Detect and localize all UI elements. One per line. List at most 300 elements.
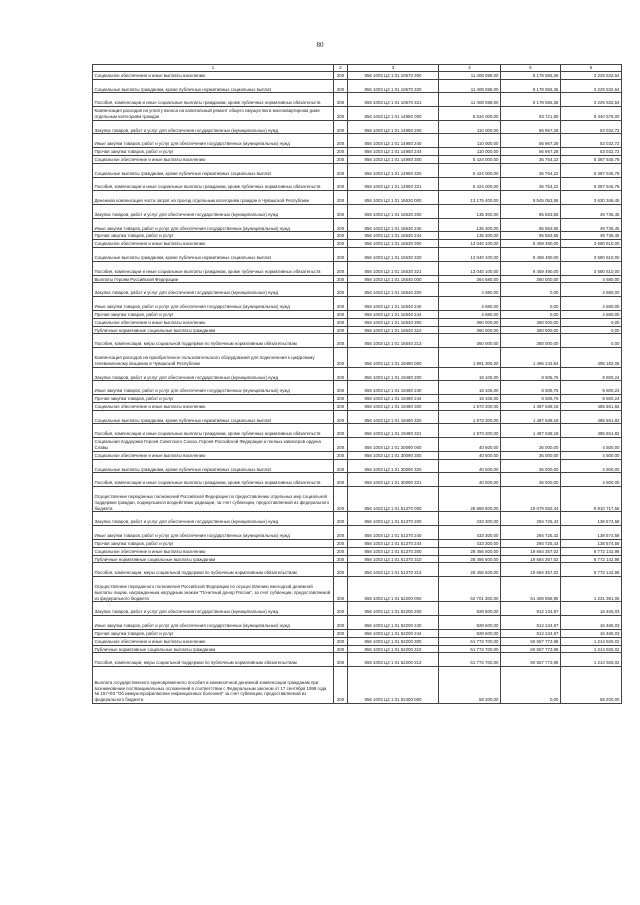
executed-amount-cell: 360 000,00 <box>501 326 561 334</box>
row-name-cell: Пособия, компенсации и иные социальные выплаты гражданам, кроме публичных нормативных обязательств <box>93 93 334 107</box>
table-row <box>93 424 622 438</box>
executed-amount-cell: 19 684 357,02 <box>501 555 561 563</box>
table-row <box>93 177 622 191</box>
budget-code-cell: 856 1003 Ц3 1 01 52200 200 <box>348 602 439 616</box>
row-name-cell: Прочая закупка товаров, работ и услуг <box>93 629 334 637</box>
unexecuted-amount-cell: 495 162,06 <box>561 348 622 368</box>
budget-code-cell: 856 1003 Ц3 1 01 51370 200 <box>348 512 439 526</box>
row-name-cell: Социальное обеспечение и иные выплаты населению <box>93 547 334 555</box>
executed-amount-cell: 1 496 143,94 <box>501 348 561 368</box>
approved-amount-cell: 1 973 200,00 <box>439 402 501 410</box>
table-row <box>93 616 622 630</box>
table-row <box>93 539 622 547</box>
row-name-cell: Социальные выплаты гражданам, кроме публичных нормативных социальных выплат <box>93 79 334 93</box>
approved-amount-cell: 13 040 100,00 <box>439 248 501 262</box>
row-name-cell: Пособия, компенсации, меры социальной поддержки по публичным нормативным обязательствам <box>93 334 334 348</box>
executed-amount-cell: 8 505,76 <box>501 395 561 403</box>
executed-amount-cell: 8 505,76 <box>501 367 561 381</box>
unexecuted-amount-cell: 138 574,58 <box>561 526 622 540</box>
table-row <box>93 163 622 177</box>
line-code-cell: 200 <box>334 667 348 704</box>
executed-amount-cell: 19 079 082,44 <box>501 487 561 512</box>
line-code-cell: 200 <box>334 177 348 191</box>
table-row <box>93 512 622 526</box>
row-name-cell: Закупка товаров, работ и услуг для обеспечения государственных (муниципальных) нужд <box>93 367 334 381</box>
budget-code-cell: 856 1003 Ц3 1 01 19480 240 <box>348 381 439 395</box>
row-name-cell: Прочая закупка товаров, работ и услуг <box>93 395 334 403</box>
executed-amount-cell: 56 967,28 <box>501 120 561 134</box>
unexecuted-amount-cell: 1 214 926,02 <box>561 637 622 645</box>
budget-code-cell: 856 1003 Ц3 1 01 30090 321 <box>348 473 439 487</box>
table-row <box>93 602 622 616</box>
executed-amount-cell: 912 134,97 <box>501 602 561 616</box>
line-code-cell: 200 <box>334 107 348 121</box>
approved-amount-cell: 4 680,00 <box>439 283 501 297</box>
line-code-cell: 200 <box>334 283 348 297</box>
budget-code-cell: 856 1003 Ц3 1 01 16530 321 <box>348 261 439 275</box>
budget-code-cell: 856 1003 Ц3 1 01 51370 000 <box>348 487 439 512</box>
column-number: 6 <box>561 65 622 72</box>
budget-code-cell: 856 1003 Ц3 1 01 19480 000 <box>348 348 439 368</box>
row-name-cell: Социальные выплаты гражданам, кроме публичных нормативных социальных выплат <box>93 163 334 177</box>
budget-code-cell: 856 1003 Ц3 1 01 16540 000 <box>348 275 439 283</box>
approved-amount-cell: 11 408 088,00 <box>439 79 501 93</box>
executed-amount-cell: 9 459 490,00 <box>501 248 561 262</box>
budget-code-cell: 856 1003 Ц3 1 01 16530 200 <box>348 204 439 218</box>
row-name-cell: Публичные нормативные социальные выплаты гражданам <box>93 326 334 334</box>
row-name-cell: Социальное обеспечение и иные выплаты населению <box>93 402 334 410</box>
table-row <box>93 248 622 262</box>
unexecuted-amount-cell: 49 736,45 <box>561 218 622 232</box>
executed-amount-cell: 85 563,55 <box>501 204 561 218</box>
budget-code-cell: 856 1003 Ц3 1 01 52400 000 <box>348 667 439 704</box>
budget-code-cell: 856 1003 Ц3 1 01 14950 321 <box>348 177 439 191</box>
approved-amount-cell: 28 456 500,00 <box>439 563 501 577</box>
executed-amount-cell: 294 725,42 <box>501 539 561 547</box>
approved-amount-cell: 433 300,00 <box>439 539 501 547</box>
table-row <box>93 191 622 205</box>
executed-amount-cell: 8 178 555,36 <box>501 71 561 79</box>
budget-code-cell: 856 1003 Ц3 1 01 16540 200 <box>348 283 439 297</box>
approved-amount-cell: 5 424 000,00 <box>439 163 501 177</box>
executed-amount-cell: 1 487 638,18 <box>501 402 561 410</box>
executed-amount-cell: 36 000,00 <box>501 438 561 452</box>
approved-amount-cell: 18 106,00 <box>439 367 501 381</box>
budget-code-cell: 856 1003 Ц3 1 01 19480 200 <box>348 367 439 381</box>
approved-amount-cell: 135 300,00 <box>439 232 501 240</box>
line-code-cell: 200 <box>334 218 348 232</box>
page-number: 80 <box>316 41 324 49</box>
approved-amount-cell: 11 408 088,00 <box>439 71 501 79</box>
budget-code-cell: 856 1003 Ц3 1 01 16530 240 <box>348 218 439 232</box>
table-row <box>93 261 622 275</box>
budget-code-cell: 856 1003 Ц3 1 01 51370 310 <box>348 555 439 563</box>
row-name-cell: Выплаты Героям Российской Федерации <box>93 275 334 283</box>
unexecuted-amount-cell: 1 214 926,02 <box>561 645 622 653</box>
line-code-cell: 200 <box>334 326 348 334</box>
row-name-cell: Социальная поддержка Героев Советского Союза, Героев Российской Федерации и полных кавалеров ордена Славы <box>93 438 334 452</box>
row-name-cell: Социальные выплаты гражданам, кроме публичных нормативных социальных выплат <box>93 410 334 424</box>
unexecuted-amount-cell: 49 736,45 <box>561 204 622 218</box>
executed-amount-cell: 360 000,00 <box>501 334 561 348</box>
approved-amount-cell: 364 680,00 <box>439 275 501 283</box>
executed-amount-cell: 56 967,28 <box>501 134 561 148</box>
line-code-cell: 200 <box>334 424 348 438</box>
line-code-cell: 200 <box>334 459 348 473</box>
unexecuted-amount-cell: 485 561,82 <box>561 424 622 438</box>
approved-amount-cell: 135 300,00 <box>439 204 501 218</box>
line-code-cell: 200 <box>334 645 348 653</box>
executed-amount-cell: 8 178 555,36 <box>501 79 561 93</box>
row-name-cell: Публичные нормативные социальные выплаты гражданам <box>93 555 334 563</box>
budget-code-cell: 856 1003 Ц3 1 01 52200 300 <box>348 637 439 645</box>
unexecuted-amount-cell: 3 229 532,64 <box>561 93 622 107</box>
unexecuted-amount-cell: 9 600,24 <box>561 395 622 403</box>
unexecuted-amount-cell: 5 440 578,00 <box>561 107 622 121</box>
line-code-cell: 200 <box>334 563 348 577</box>
executed-amount-cell: 36 754,22 <box>501 156 561 164</box>
budget-code-cell: 856 1003 Ц3 1 01 52200 244 <box>348 629 439 637</box>
row-name-cell: Пособия, компенсации и иные социальные выплаты гражданам, кроме публичных нормативных обязательств <box>93 473 334 487</box>
unexecuted-amount-cell: 485 561,82 <box>561 402 622 410</box>
unexecuted-amount-cell: 485 561,82 <box>561 410 622 424</box>
budget-code-cell: 856 1003 Ц3 1 01 16530 000 <box>348 191 439 205</box>
line-code-cell: 200 <box>334 539 348 547</box>
table-row <box>93 526 622 540</box>
table-row <box>93 232 622 240</box>
unexecuted-amount-cell: 3 580 610,00 <box>561 248 622 262</box>
unexecuted-amount-cell: 58 200,00 <box>561 667 622 704</box>
executed-amount-cell: 36 754,22 <box>501 177 561 191</box>
row-name-cell: Иные закупки товаров, работ и услуг для обеспечения государственных (муниципальных) нужд <box>93 297 334 311</box>
line-code-cell: 200 <box>334 602 348 616</box>
approved-amount-cell: 28 889 800,00 <box>439 487 501 512</box>
unexecuted-amount-cell: 9 600,24 <box>561 381 622 395</box>
column-number: 4 <box>439 65 501 72</box>
row-name-cell: Социальное обеспечение и иные выплаты населению <box>93 451 334 459</box>
unexecuted-amount-cell: 0,00 <box>561 334 622 348</box>
unexecuted-amount-cell: 4 680,00 <box>561 310 622 318</box>
budget-code-cell: 856 1003 Ц3 1 01 52200 240 <box>348 616 439 630</box>
executed-amount-cell: 36 000,00 <box>501 459 561 473</box>
budget-code-cell: 856 1003 Ц3 1 01 51370 244 <box>348 539 439 547</box>
approved-amount-cell: 18 106,00 <box>439 395 501 403</box>
approved-amount-cell: 110 000,00 <box>439 120 501 134</box>
row-name-cell: Иные закупки товаров, работ и услуг для обеспечения государственных (муниципальных) нужд <box>93 526 334 540</box>
budget-code-cell: 856 1003 Ц3 1 01 16530 300 <box>348 240 439 248</box>
budget-code-cell: 856 1003 Ц3 1 01 14950 244 <box>348 148 439 156</box>
executed-amount-cell: 8 178 555,36 <box>501 93 561 107</box>
table-row <box>93 395 622 403</box>
executed-amount-cell: 9 459 490,00 <box>501 240 561 248</box>
row-name-cell: Прочая закупка товаров, работ и услуг <box>93 539 334 547</box>
row-name-cell: Пособия, компенсации и иные социальные выплаты гражданам, кроме публичных нормативных обязательств <box>93 424 334 438</box>
unexecuted-amount-cell: 5 387 545,78 <box>561 177 622 191</box>
unexecuted-amount-cell: 4 680,00 <box>561 283 622 297</box>
line-code-cell: 200 <box>334 134 348 148</box>
table-row <box>93 107 622 121</box>
table-row <box>93 438 622 452</box>
executed-amount-cell: 93 721,80 <box>501 107 561 121</box>
approved-amount-cell: 4 680,00 <box>439 297 501 311</box>
approved-amount-cell: 1 991 306,00 <box>439 348 501 368</box>
table-row <box>93 310 622 318</box>
approved-amount-cell: 5 424 000,00 <box>439 177 501 191</box>
table-row <box>93 487 622 512</box>
table-row <box>93 637 622 645</box>
table-row <box>93 318 622 326</box>
row-name-cell: Осуществление переданного полномочия Российской Федерации по осуществлению ежегодной денежной выплаты лицам, награжденным нагрудным знаком "Почетный донор России", за счет субвенции, предоставляемой из федерального бюджета <box>93 577 334 602</box>
table-row <box>93 653 622 667</box>
line-code-cell: 200 <box>334 526 348 540</box>
budget-code-cell: 856 1003 Ц3 1 01 16530 320 <box>348 248 439 262</box>
line-code-cell: 200 <box>334 577 348 602</box>
line-code-cell: 200 <box>334 148 348 156</box>
approved-amount-cell: 5 424 000,00 <box>439 156 501 164</box>
table-row <box>93 410 622 424</box>
table-row <box>93 283 622 297</box>
column-number: 5 <box>501 65 561 72</box>
table-row <box>93 555 622 563</box>
line-code-cell: 200 <box>334 240 348 248</box>
approved-amount-cell: 1 973 200,00 <box>439 424 501 438</box>
table-row <box>93 326 622 334</box>
unexecuted-amount-cell: 5 387 545,78 <box>561 163 622 177</box>
table-row <box>93 156 622 164</box>
budget-code-cell: 856 1003 Ц3 1 01 51370 240 <box>348 526 439 540</box>
unexecuted-amount-cell: 8 772 142,98 <box>561 547 622 555</box>
unexecuted-amount-cell: 9 810 717,56 <box>561 487 622 512</box>
approved-amount-cell: 40 500,00 <box>439 473 501 487</box>
approved-amount-cell: 40 500,00 <box>439 459 501 473</box>
approved-amount-cell: 433 300,00 <box>439 512 501 526</box>
line-code-cell: 200 <box>334 438 348 452</box>
budget-code-cell: 856 1003 Ц3 1 01 16540 240 <box>348 297 439 311</box>
line-code-cell: 200 <box>334 473 348 487</box>
unexecuted-amount-cell: 3 580 610,00 <box>561 261 622 275</box>
approved-amount-cell: 433 300,00 <box>439 526 501 540</box>
line-code-cell: 200 <box>334 334 348 348</box>
table-row <box>93 148 622 156</box>
table-row <box>93 459 622 473</box>
budget-code-cell: 856 1003 Ц3 1 01 14950 300 <box>348 156 439 164</box>
table-row <box>93 120 622 134</box>
line-code-cell: 200 <box>334 275 348 283</box>
row-name-cell: Пособия, компенсации, меры социальной поддержки по публичным нормативным обязательствам <box>93 653 334 667</box>
table-row <box>93 240 622 248</box>
executed-amount-cell: 56 967,28 <box>501 148 561 156</box>
unexecuted-amount-cell: 8 772 142,98 <box>561 555 622 563</box>
table-row <box>93 71 622 79</box>
line-code-cell: 200 <box>334 248 348 262</box>
line-code-cell: 200 <box>334 367 348 381</box>
row-name-cell: Социальное обеспечение и иные выплаты населению <box>93 637 334 645</box>
line-code-cell: 200 <box>334 402 348 410</box>
unexecuted-amount-cell: 4 680,00 <box>561 275 622 283</box>
budget-code-cell: 856 1003 Ц3 1 01 52200 000 <box>348 577 439 602</box>
row-name-cell: Закупка товаров, работ и услуг для обеспечения государственных (муниципальных) нужд <box>93 204 334 218</box>
approved-amount-cell: 928 600,00 <box>439 629 501 637</box>
executed-amount-cell: 1 487 638,18 <box>501 424 561 438</box>
budget-code-cell: 856 1003 Ц3 1 01 52200 310 <box>348 645 439 653</box>
line-code-cell: 200 <box>334 310 348 318</box>
unexecuted-amount-cell: 4 500,00 <box>561 438 622 452</box>
budget-code-cell: 856 1003 Ц3 1 01 14950 200 <box>348 120 439 134</box>
line-code-cell: 200 <box>334 261 348 275</box>
row-name-cell: Пособия, компенсации, меры социальной поддержки по публичным нормативным обязательствам <box>93 563 334 577</box>
row-name-cell: Пособия, компенсации и иные социальные выплаты гражданам, кроме публичных нормативных обязательств <box>93 177 334 191</box>
unexecuted-amount-cell: 0,00 <box>561 318 622 326</box>
table-row <box>93 577 622 602</box>
executed-amount-cell: 19 684 357,02 <box>501 563 561 577</box>
line-code-cell: 200 <box>334 395 348 403</box>
line-code-cell: 200 <box>334 555 348 563</box>
approved-amount-cell: 360 000,00 <box>439 326 501 334</box>
unexecuted-amount-cell: 3 229 532,64 <box>561 79 622 93</box>
line-code-cell: 200 <box>334 204 348 218</box>
line-code-cell: 200 <box>334 487 348 512</box>
executed-amount-cell: 0,00 <box>501 667 561 704</box>
column-number: 1 <box>93 65 334 72</box>
budget-code-cell: 856 1003 Ц3 1 01 10670 320 <box>348 79 439 93</box>
approved-amount-cell: 40 500,00 <box>439 438 501 452</box>
table-row <box>93 334 622 348</box>
table-row <box>93 645 622 653</box>
approved-amount-cell: 11 408 088,00 <box>439 93 501 107</box>
row-name-cell: Закупка товаров, работ и услуг для обеспечения государственных (муниципальных) нужд <box>93 283 334 297</box>
executed-amount-cell: 0,00 <box>501 297 561 311</box>
budget-code-cell: 856 1003 Ц3 1 01 30090 300 <box>348 451 439 459</box>
approved-amount-cell: 4 680,00 <box>439 310 501 318</box>
table-row <box>93 667 622 704</box>
column-number: 3 <box>348 65 439 72</box>
table-row <box>93 473 622 487</box>
unexecuted-amount-cell: 16 465,03 <box>561 616 622 630</box>
executed-amount-cell: 0,00 <box>501 283 561 297</box>
row-name-cell: Осуществление переданных полномочий Российской Федерации по предоставлению отдельных мер социальной поддержки граждан, подвергшихся воздействию радиации, за счет субвенции, предоставляемой из федерального бюджета <box>93 487 334 512</box>
unexecuted-amount-cell: 4 500,00 <box>561 451 622 459</box>
budget-code-cell: 856 1003 Ц3 1 01 16540 313 <box>348 334 439 348</box>
column-number: 2 <box>334 65 348 72</box>
approved-amount-cell: 928 600,00 <box>439 616 501 630</box>
unexecuted-amount-cell: 4 680,00 <box>561 297 622 311</box>
table-row <box>93 629 622 637</box>
line-code-cell: 200 <box>334 547 348 555</box>
approved-amount-cell: 135 300,00 <box>439 218 501 232</box>
unexecuted-amount-cell: 138 574,58 <box>561 512 622 526</box>
row-name-cell: Иные закупки товаров, работ и услуг для обеспечения государственных (муниципальных) нужд <box>93 218 334 232</box>
budget-code-cell: 856 1003 Ц3 1 01 19480 321 <box>348 424 439 438</box>
budget-code-cell: 856 1003 Ц3 1 01 14950 320 <box>348 163 439 177</box>
table-row <box>93 563 622 577</box>
table-row <box>93 218 622 232</box>
row-name-cell: Закупка товаров, работ и услуг для обеспечения государственных (муниципальных) нужд <box>93 602 334 616</box>
table-row <box>93 367 622 381</box>
executed-amount-cell: 8 505,76 <box>501 381 561 395</box>
table-row <box>93 547 622 555</box>
line-code-cell: 200 <box>334 93 348 107</box>
executed-amount-cell: 60 557 773,98 <box>501 645 561 653</box>
row-name-cell: Социальное обеспечение и иные выплаты населению <box>93 71 334 79</box>
executed-amount-cell: 360 000,00 <box>501 275 561 283</box>
unexecuted-amount-cell: 53 032,72 <box>561 134 622 148</box>
budget-code-cell: 856 1003 Ц3 1 01 10670 321 <box>348 93 439 107</box>
row-name-cell: Закупка товаров, работ и услуг для обеспечения государственных (муниципальных) нужд <box>93 512 334 526</box>
line-code-cell: 200 <box>334 297 348 311</box>
approved-amount-cell: 61 772 700,00 <box>439 653 501 667</box>
line-code-cell: 200 <box>334 348 348 368</box>
table-row <box>93 275 622 283</box>
row-name-cell: Иные закупки товаров, работ и услуг для обеспечения государственных (муниципальных) нужд <box>93 381 334 395</box>
line-code-cell: 200 <box>334 156 348 164</box>
row-name-cell: Публичные нормативные социальные выплаты гражданам <box>93 645 334 653</box>
executed-amount-cell: 85 563,55 <box>501 218 561 232</box>
budget-code-cell: 856 1003 Ц3 1 01 16540 244 <box>348 310 439 318</box>
executed-amount-cell: 36 754,22 <box>501 163 561 177</box>
executed-amount-cell: 294 725,42 <box>501 526 561 540</box>
row-name-cell: Закупка товаров, работ и услуг для обеспечения государственных (муниципальных) нужд <box>93 120 334 134</box>
approved-amount-cell: 1 973 200,00 <box>439 410 501 424</box>
row-name-cell: Прочая закупка товаров, работ и услуг <box>93 232 334 240</box>
table-row <box>93 348 622 368</box>
executed-amount-cell: 60 557 773,98 <box>501 637 561 645</box>
approved-amount-cell: 61 772 700,00 <box>439 637 501 645</box>
budget-execution-table <box>92 64 622 704</box>
row-name-cell: Компенсация расходов на уплату взноса на капитальный ремонт общего имущества в многоквартирном доме отдельным категориям граждан <box>93 107 334 121</box>
line-code-cell: 200 <box>334 163 348 177</box>
row-name-cell: Прочая закупка товаров, работ и услуг <box>93 310 334 318</box>
row-name-cell: Иные закупки товаров, работ и услуг для обеспечения государственных (муниципальных) нужд <box>93 134 334 148</box>
unexecuted-amount-cell: 49 736,45 <box>561 232 622 240</box>
executed-amount-cell: 36 000,00 <box>501 473 561 487</box>
row-name-cell: Социальное обеспечение и иные выплаты населению <box>93 318 334 326</box>
line-code-cell: 200 <box>334 79 348 93</box>
approved-amount-cell: 13 040 100,00 <box>439 261 501 275</box>
table-row <box>93 451 622 459</box>
row-name-cell: Выплата государственного единовременного пособия и ежемесячной денежной компенсации гражданам при возникновении поствакцинальных осложнений в соответствии с Федеральным законом от 17 сентября 1998 года № 157-ФЗ "Об иммунопрофилактике инфекционных болезней" за счет субвенции, предоставляемой из федерального бюджета <box>93 667 334 704</box>
line-code-cell: 200 <box>334 410 348 424</box>
line-code-cell: 200 <box>334 191 348 205</box>
approved-amount-cell: 13 175 400,00 <box>439 191 501 205</box>
approved-amount-cell: 18 106,00 <box>439 381 501 395</box>
line-code-cell: 200 <box>334 451 348 459</box>
unexecuted-amount-cell: 1 231 391,05 <box>561 577 622 602</box>
row-name-cell: Денежная компенсация части затрат на проезд отдельным категориям граждан в Чувашской Республике <box>93 191 334 205</box>
budget-code-cell: 856 1003 Ц3 1 01 16540 300 <box>348 318 439 326</box>
unexecuted-amount-cell: 5 387 545,78 <box>561 156 622 164</box>
budget-code-cell: 856 1003 Ц3 1 01 14950 000 <box>348 107 439 121</box>
unexecuted-amount-cell: 8 772 142,98 <box>561 563 622 577</box>
approved-amount-cell: 40 500,00 <box>439 451 501 459</box>
row-name-cell: Социальные выплаты гражданам, кроме публичных нормативных социальных выплат <box>93 459 334 473</box>
executed-amount-cell: 9 459 490,00 <box>501 261 561 275</box>
executed-amount-cell: 61 469 958,95 <box>501 577 561 602</box>
approved-amount-cell: 360 000,00 <box>439 318 501 326</box>
unexecuted-amount-cell: 4 500,00 <box>561 473 622 487</box>
table-row <box>93 402 622 410</box>
unexecuted-amount-cell: 0,00 <box>561 326 622 334</box>
line-code-cell: 200 <box>334 616 348 630</box>
budget-code-cell: 856 1003 Ц3 1 01 10670 300 <box>348 71 439 79</box>
unexecuted-amount-cell: 16 465,03 <box>561 629 622 637</box>
executed-amount-cell: 85 563,55 <box>501 232 561 240</box>
approved-amount-cell: 360 000,00 <box>439 334 501 348</box>
row-name-cell: Пособия, компенсации и иные социальные выплаты гражданам, кроме публичных нормативных обязательств <box>93 261 334 275</box>
table-row <box>93 204 622 218</box>
unexecuted-amount-cell: 3 580 610,00 <box>561 240 622 248</box>
approved-amount-cell: 28 456 500,00 <box>439 547 501 555</box>
line-code-cell: 200 <box>334 629 348 637</box>
